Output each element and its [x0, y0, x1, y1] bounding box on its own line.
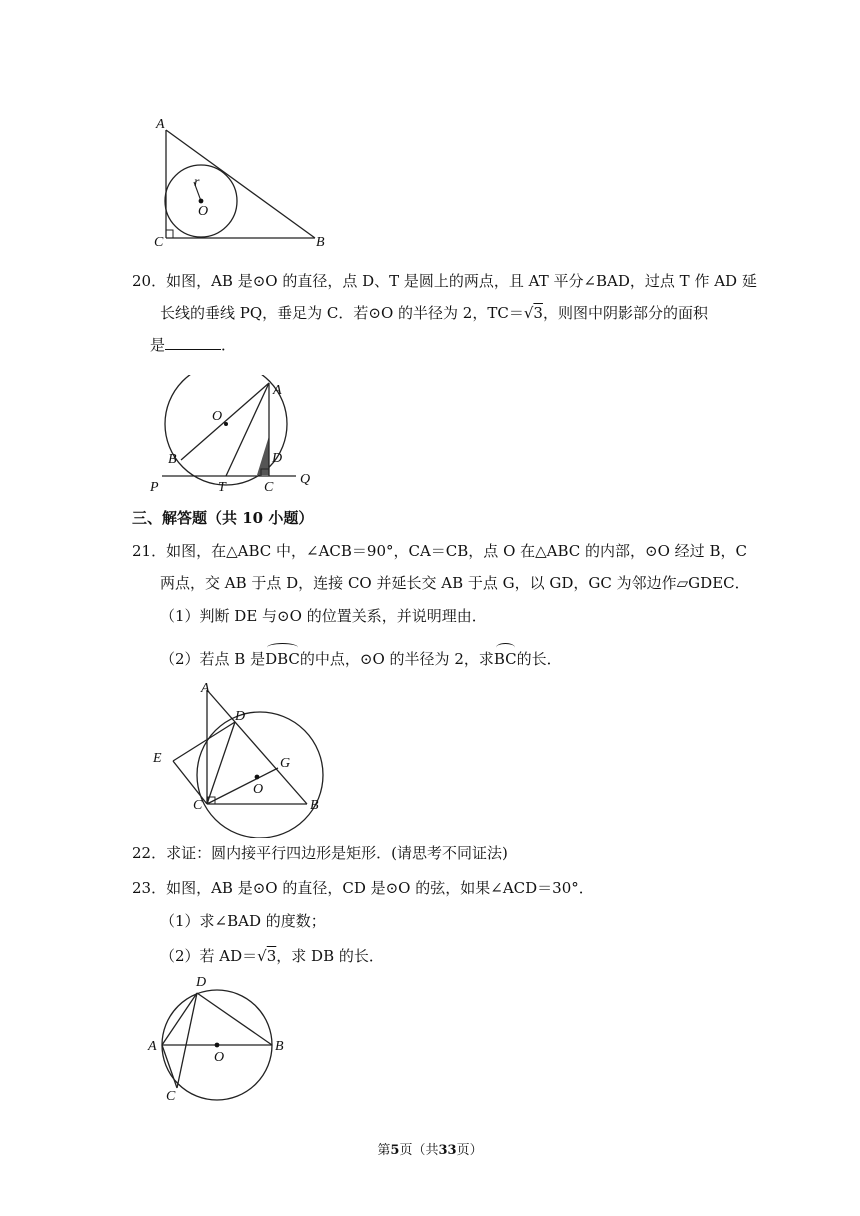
- figure-q19-triangle-incircle: [140, 110, 340, 255]
- label-E: E: [153, 751, 162, 766]
- figure-q20-circle-tangent: [140, 375, 330, 495]
- label-D: D: [196, 975, 207, 990]
- label-B: B: [275, 1039, 284, 1054]
- q23-sub1: （1）求∠BAD 的度数；: [160, 912, 326, 930]
- sqrt-radicand: 3: [533, 304, 543, 322]
- page-number: 5: [390, 1143, 400, 1158]
- q21-line2: 两点，交 AB 于点 D，连接 CO 并延长交 AB 于点 G，以 GD，GC 为邻边作▱GDEC．: [160, 574, 750, 592]
- label-B: B: [168, 452, 177, 467]
- label-C: C: [264, 480, 274, 495]
- arc-bc: BC: [494, 649, 517, 669]
- sqrt-symbol: √: [523, 304, 534, 322]
- label-A: A: [156, 117, 165, 132]
- q20-line2: 长线的垂线 PQ，垂足为 C．若⊙O 的半径为 2，TC＝√3，则图中阴影部分的面积: [160, 304, 708, 322]
- total-pages: 33: [438, 1143, 457, 1158]
- q20-line1: 20．如图，AB 是⊙O 的直径，点 D、T 是圆上的两点，且 AT 平分∠BAD，过点 T 作 AD 延: [132, 272, 757, 290]
- label-A: A: [201, 681, 210, 696]
- label-O: O: [212, 409, 223, 424]
- label-A: A: [273, 383, 282, 398]
- label-O: O: [214, 1050, 225, 1065]
- label-Q: Q: [300, 472, 311, 487]
- label-A: A: [148, 1039, 157, 1054]
- section-heading: 三、解答题（共 10 小题）: [132, 509, 314, 527]
- figure-q23-circle-diameter: [140, 968, 300, 1108]
- page-footer: 第5页（共33页）: [377, 1143, 483, 1158]
- q20-line3: 是 ．: [150, 336, 237, 354]
- arc-dbc: DBC: [265, 649, 300, 669]
- sqrt-symbol: √: [257, 947, 267, 965]
- label-D: D: [235, 709, 246, 724]
- figure-q21-triangle-circle: [145, 678, 345, 838]
- label-C: C: [193, 798, 203, 813]
- label-r: r: [194, 175, 200, 190]
- label-T: T: [218, 480, 226, 495]
- label-G: G: [280, 756, 291, 771]
- answer-blank: [165, 335, 221, 350]
- q21-sub1: （1）判断 DE 与⊙O 的位置关系，并说明理由．: [160, 607, 487, 625]
- label-O: O: [253, 782, 264, 797]
- label-D: D: [272, 451, 283, 466]
- label-C: C: [166, 1089, 176, 1104]
- q21-line1: 21．如图，在△ABC 中，∠ACB＝90°，CA＝CB，点 O 在△ABC 的内部，⊙O 经过 B，C: [132, 542, 747, 560]
- label-B: B: [316, 235, 325, 250]
- q22-text: 22．求证：圆内接平行四边形是矩形．(请思考不同证法): [132, 844, 508, 862]
- q23-line1: 23．如图，AB 是⊙O 的直径，CD 是⊙O 的弦，如果∠ACD＝30°．: [132, 879, 594, 897]
- sqrt-radicand: 3: [266, 947, 277, 965]
- q23-sub2: （2）若 AD＝√3，求 DB 的长．: [160, 947, 384, 965]
- label-P: P: [150, 480, 159, 495]
- label-B: B: [310, 798, 319, 813]
- label-C: C: [154, 235, 164, 250]
- q21-sub2: （2）若点 B 是 DBC的中点，⊙O 的半径为 2，求 BC的长．: [160, 649, 562, 669]
- label-O: O: [198, 204, 209, 219]
